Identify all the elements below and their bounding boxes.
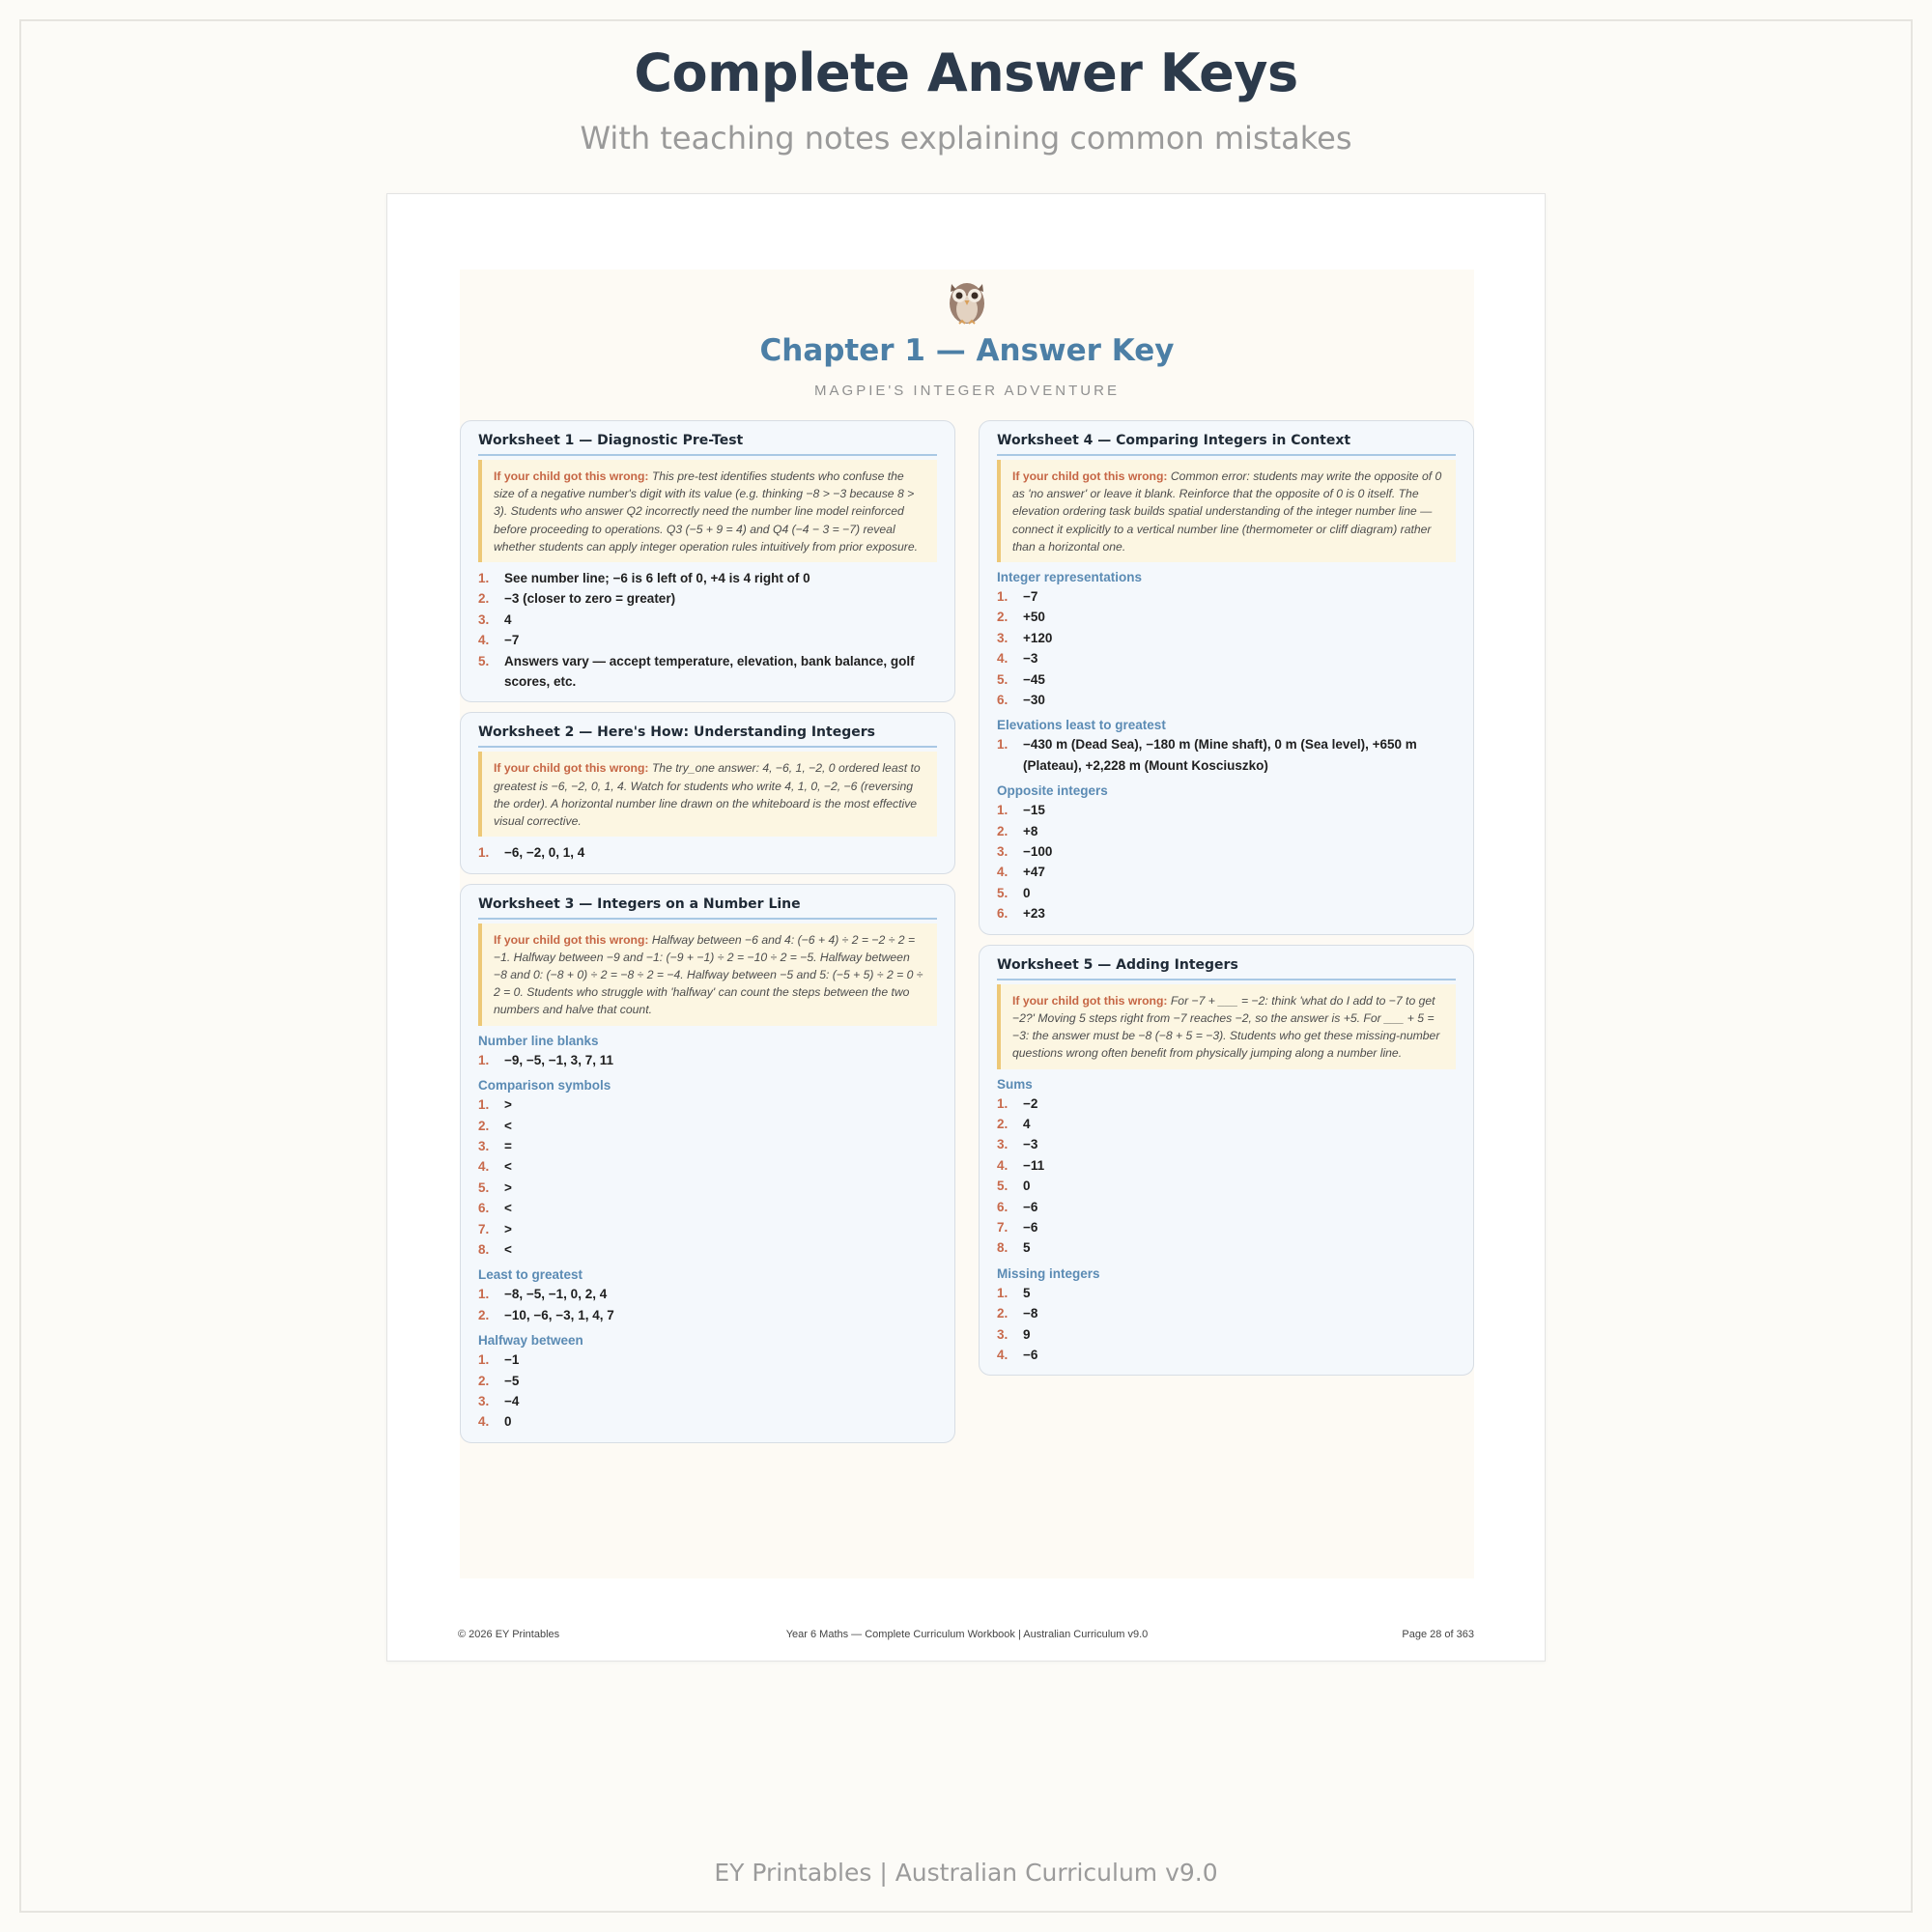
answer-number: 5. — [478, 1179, 490, 1195]
answer-text: 5 — [1023, 1240, 1031, 1256]
answer-item — [478, 1094, 937, 1115]
answer-item — [478, 1371, 937, 1391]
answer-number: 1. — [478, 1052, 490, 1067]
chapter-subtitle: MAGPIE'S INTEGER ADVENTURE — [814, 383, 1120, 399]
answer-text: < — [504, 1201, 512, 1216]
answer-item — [997, 800, 1456, 820]
page-subtitle: With teaching notes explaining common mistakes — [580, 120, 1352, 156]
answer-number: 4. — [478, 1414, 490, 1430]
answer-number: 8. — [997, 1240, 1009, 1256]
right-column — [979, 420, 1474, 1385]
answer-item — [997, 1134, 1456, 1154]
answer-list — [997, 1283, 1456, 1366]
answer-text: −45 — [1023, 671, 1045, 687]
section-heading: Comparison symbols — [478, 1078, 611, 1094]
answer-item — [478, 610, 937, 630]
note-label: If your child got this wrong: — [494, 932, 649, 947]
answer-item — [478, 842, 937, 863]
worksheet-title: Worksheet 2 — Here's How: Understanding Integers — [478, 724, 937, 748]
answer-number: 3. — [997, 630, 1009, 645]
answer-item — [478, 1350, 937, 1370]
answer-number: 6. — [997, 1199, 1009, 1214]
answer-item — [997, 1345, 1456, 1365]
answer-number: 4. — [997, 1347, 1009, 1362]
answer-text: < — [504, 1159, 512, 1175]
answer-number: 1. — [997, 803, 1009, 818]
note-text: Common error: students may write the opposite of 0 as 'no answer' or leave it blank. Reinforce that the opposite of 0 is 0 itself. The elevation ordering task builds spatial understanding of the integer number line — connect it explicitly to a vertical number line (thermometer or cliff diagram) rather than a horizontal one. — [1012, 469, 1442, 554]
note-label: If your child got this wrong: — [494, 469, 649, 483]
answer-item — [997, 669, 1456, 690]
answer-text: < — [504, 1241, 512, 1257]
answer-number: 6. — [478, 1201, 490, 1216]
answer-number: 2. — [478, 591, 490, 607]
answer-card — [460, 884, 955, 1443]
section-heading: Integer representations — [997, 570, 1143, 585]
answer-number: 4. — [997, 651, 1009, 667]
answer-text: +47 — [1023, 865, 1045, 880]
answer-item — [997, 648, 1456, 668]
note-label: If your child got this wrong: — [1012, 993, 1168, 1008]
answer-number: 3. — [997, 844, 1009, 860]
answer-text: −15 — [1023, 803, 1045, 818]
worksheet-title: Worksheet 5 — Adding Integers — [997, 957, 1456, 980]
note-label: If your child got this wrong: — [1012, 469, 1168, 483]
answer-item — [997, 607, 1456, 627]
answer-list — [478, 1094, 937, 1260]
answer-item — [478, 1305, 937, 1325]
owl-icon — [943, 272, 991, 327]
answer-list — [997, 1094, 1456, 1259]
answer-item — [997, 821, 1456, 841]
note-text: Halfway between −6 and 4: (−6 + 4) ÷ 2 = −2 ÷ 2 = −1. Halfway between −9 and −1: (−9 + −1) ÷ 2 = −10 ÷ 2 = −5. Halfway between −8 and 0: (−8 + 0) ÷ 2 = −8 ÷ 2 = −4. Halfway between −5 and 5: (−5 + 5) ÷ 2 = 0 ÷ 2 = 0. Students who struggle with 'halfway' can count the steps between the two numbers and halve that count. — [494, 932, 923, 1017]
answer-text: 0 — [504, 1414, 512, 1430]
answer-item — [478, 1198, 937, 1218]
answer-item — [478, 1219, 937, 1239]
answer-item — [997, 1094, 1456, 1114]
answer-text: −8 — [1023, 1306, 1038, 1321]
answer-text: = — [504, 1138, 512, 1153]
answer-number: 1. — [997, 737, 1009, 753]
answer-number: 5. — [997, 671, 1009, 687]
answer-text: +120 — [1023, 630, 1053, 645]
answer-number: 1. — [478, 845, 490, 861]
answer-item — [478, 630, 937, 650]
teaching-note — [997, 984, 1456, 1069]
answer-text: −8, −5, −1, 0, 2, 4 — [504, 1287, 608, 1302]
answer-item — [997, 628, 1456, 648]
answer-text: 0 — [1023, 1179, 1031, 1194]
answer-list — [478, 568, 937, 692]
answer-number: 2. — [478, 1118, 490, 1133]
section-heading: Opposite integers — [997, 783, 1108, 799]
answer-number: 5. — [997, 885, 1009, 900]
answer-item — [997, 1217, 1456, 1237]
worksheet-title: Worksheet 3 — Integers on a Number Line — [478, 896, 937, 920]
answer-item — [478, 1178, 937, 1198]
answer-item — [997, 1114, 1456, 1134]
answer-text: −100 — [1023, 844, 1053, 860]
answer-number: 3. — [478, 1393, 490, 1408]
answer-text: 4 — [1023, 1116, 1031, 1131]
answer-item — [478, 1156, 937, 1177]
answer-text: −7 — [504, 633, 520, 648]
answer-number: 1. — [997, 1285, 1009, 1300]
answer-number: 5. — [478, 653, 490, 668]
answer-number: 6. — [997, 906, 1009, 922]
answer-text: < — [504, 1118, 512, 1133]
answer-item — [478, 651, 937, 693]
answer-card — [979, 420, 1474, 935]
answer-item — [478, 1116, 937, 1136]
section-heading: Least to greatest — [478, 1267, 583, 1283]
answer-number: 4. — [997, 1157, 1009, 1173]
answer-number: 1. — [478, 1097, 490, 1113]
answer-text: See number line; −6 is 6 left of 0, +4 is 4 right of 0 — [504, 571, 810, 586]
answer-number: 2. — [997, 1116, 1009, 1131]
answer-text: −6 — [1023, 1219, 1038, 1235]
section-heading: Sums — [997, 1076, 1033, 1092]
answer-item — [997, 690, 1456, 710]
answer-number: 1. — [997, 1095, 1009, 1111]
answer-text: −11 — [1023, 1157, 1045, 1173]
answer-item — [997, 883, 1456, 903]
answer-number: 1. — [478, 1287, 490, 1302]
answer-text: −3 — [1023, 651, 1038, 667]
answer-list — [478, 1350, 937, 1433]
answer-text: 0 — [1023, 885, 1031, 900]
teaching-note — [478, 460, 937, 562]
note-label: If your child got this wrong: — [494, 761, 649, 776]
answer-list — [478, 842, 937, 863]
section-heading: Halfway between — [478, 1333, 583, 1349]
answer-number: 2. — [478, 1307, 490, 1322]
answer-text: > — [504, 1179, 512, 1195]
answer-item — [478, 568, 937, 588]
answer-number: 4. — [997, 865, 1009, 880]
answer-number: 1. — [478, 571, 490, 586]
answer-item — [997, 586, 1456, 607]
answer-text: −2 — [1023, 1095, 1038, 1111]
answer-number: 2. — [997, 823, 1009, 838]
answer-item — [478, 1136, 937, 1156]
answer-number: 3. — [478, 1138, 490, 1153]
answer-number: 4. — [478, 633, 490, 648]
answer-number: 3. — [997, 1326, 1009, 1342]
answer-number: 2. — [997, 1306, 1009, 1321]
answer-number: 7. — [478, 1221, 490, 1236]
answer-text: −7 — [1023, 589, 1038, 605]
answer-text: 4 — [504, 611, 512, 627]
answer-item — [478, 1391, 937, 1411]
worksheet-page — [386, 193, 1546, 1662]
answer-item — [478, 1239, 937, 1260]
footer-page-number: Page 28 of 363 — [1402, 1629, 1474, 1640]
note-text: The try_one answer: 4, −6, 1, −2, 0 ordered least to greatest is −6, −2, 0, 1, 4. Watch for students who write 4, 1, 0, −2, −6 (reversing the order). A horizontal number line drawn on the whiteboard is the most effective visual corrective. — [494, 761, 921, 829]
worksheet-title: Worksheet 4 — Comparing Integers in Context — [997, 433, 1456, 456]
note-text: For −7 + ___ = −2: think 'what do I add to −7 to get −2?' Moving 5 steps right from −7 reaches −2, so the answer is +5. For ___ + 5 = −3: the answer must be −8 (−8 + 5 = −3). Students who get these missing-number questions wrong often benefit from physically jumping along a number line. — [1012, 993, 1440, 1061]
answer-item — [997, 1324, 1456, 1345]
answer-text: Answers vary — accept temperature, elevation, bank balance, golf scores, etc. — [504, 653, 915, 690]
answer-item — [997, 903, 1456, 923]
answer-number: 3. — [478, 611, 490, 627]
answer-text: −9, −5, −1, 3, 7, 11 — [504, 1052, 613, 1067]
page-title: Complete Answer Keys — [634, 43, 1298, 103]
worksheet-title: Worksheet 1 — Diagnostic Pre-Test — [478, 433, 937, 456]
answer-text: −430 m (Dead Sea), −180 m (Mine shaft), 0 m (Sea level), +650 m (Plateau), +2,228 m (Mount Kosciuszko) — [1023, 737, 1417, 773]
answer-text: −30 — [1023, 693, 1045, 708]
answer-item — [478, 1050, 937, 1070]
answer-item — [478, 1411, 937, 1432]
answer-number: 5. — [997, 1179, 1009, 1194]
answer-text: −1 — [504, 1352, 520, 1368]
answer-list — [997, 800, 1456, 923]
section-heading: Elevations least to greatest — [997, 718, 1166, 733]
answer-item — [997, 1283, 1456, 1303]
footer-title: Year 6 Maths — Complete Curriculum Workbook | Australian Curriculum v9.0 — [785, 1629, 1149, 1640]
answer-item — [478, 588, 937, 609]
answer-text: −6 — [1023, 1199, 1038, 1214]
answer-number: 2. — [997, 610, 1009, 625]
answer-list — [478, 1050, 937, 1070]
left-column — [460, 420, 955, 1453]
answer-text: 9 — [1023, 1326, 1031, 1342]
teaching-note — [478, 923, 937, 1026]
answer-item — [478, 1284, 937, 1304]
answer-card — [460, 420, 955, 702]
answer-item — [997, 841, 1456, 862]
section-heading: Missing integers — [997, 1265, 1100, 1281]
answer-text: −10, −6, −3, 1, 4, 7 — [504, 1307, 614, 1322]
answer-text: −3 (closer to zero = greater) — [504, 591, 676, 607]
answer-number: 8. — [478, 1241, 490, 1257]
brand-line: EY Printables | Australian Curriculum v9.0 — [714, 1859, 1218, 1887]
answer-item — [997, 862, 1456, 882]
answer-number: 6. — [997, 693, 1009, 708]
note-text: This pre-test identifies students who confuse the size of a negative number's digit with its value (e.g. thinking −8 > −3 because 8 > 3). Students who answer Q2 incorrectly need the number line model reinforced before proceeding to operations. Q3 (−5 + 9 = 4) and Q4 (−4 − 3 = −7) reveal whether students can apply integer operation rules intuitively from prior exposure. — [494, 469, 918, 554]
answer-text: +23 — [1023, 906, 1045, 922]
answer-text: +8 — [1023, 823, 1038, 838]
answer-number: 3. — [997, 1137, 1009, 1152]
answer-text: > — [504, 1097, 512, 1113]
answer-text: −5 — [504, 1373, 520, 1388]
answer-item — [997, 1176, 1456, 1196]
answer-number: 1. — [997, 589, 1009, 605]
teaching-note — [997, 460, 1456, 562]
answer-item — [997, 734, 1456, 776]
answer-card — [460, 712, 955, 873]
answer-item — [997, 1237, 1456, 1258]
answer-text: −4 — [504, 1393, 520, 1408]
answer-text: > — [504, 1221, 512, 1236]
section-heading: Number line blanks — [478, 1033, 599, 1048]
answer-number: 1. — [478, 1352, 490, 1368]
answer-number: 4. — [478, 1159, 490, 1175]
answer-number: 7. — [997, 1219, 1009, 1235]
answer-text: −6, −2, 0, 1, 4 — [504, 845, 585, 861]
answer-text: −3 — [1023, 1137, 1038, 1152]
answer-text: −6 — [1023, 1347, 1038, 1362]
teaching-note — [478, 752, 937, 837]
answer-number: 2. — [478, 1373, 490, 1388]
footer-copyright: © 2026 EY Printables — [458, 1629, 560, 1640]
chapter-title: Chapter 1 — Answer Key — [759, 333, 1175, 368]
answer-list — [478, 1284, 937, 1325]
answer-list — [997, 734, 1456, 776]
answer-item — [997, 1155, 1456, 1176]
answer-item — [997, 1197, 1456, 1217]
answer-item — [997, 1303, 1456, 1323]
answer-text: 5 — [1023, 1285, 1031, 1300]
answer-list — [997, 586, 1456, 710]
answer-key-page — [460, 270, 1474, 1578]
answer-text: +50 — [1023, 610, 1045, 625]
answer-card — [979, 945, 1474, 1377]
